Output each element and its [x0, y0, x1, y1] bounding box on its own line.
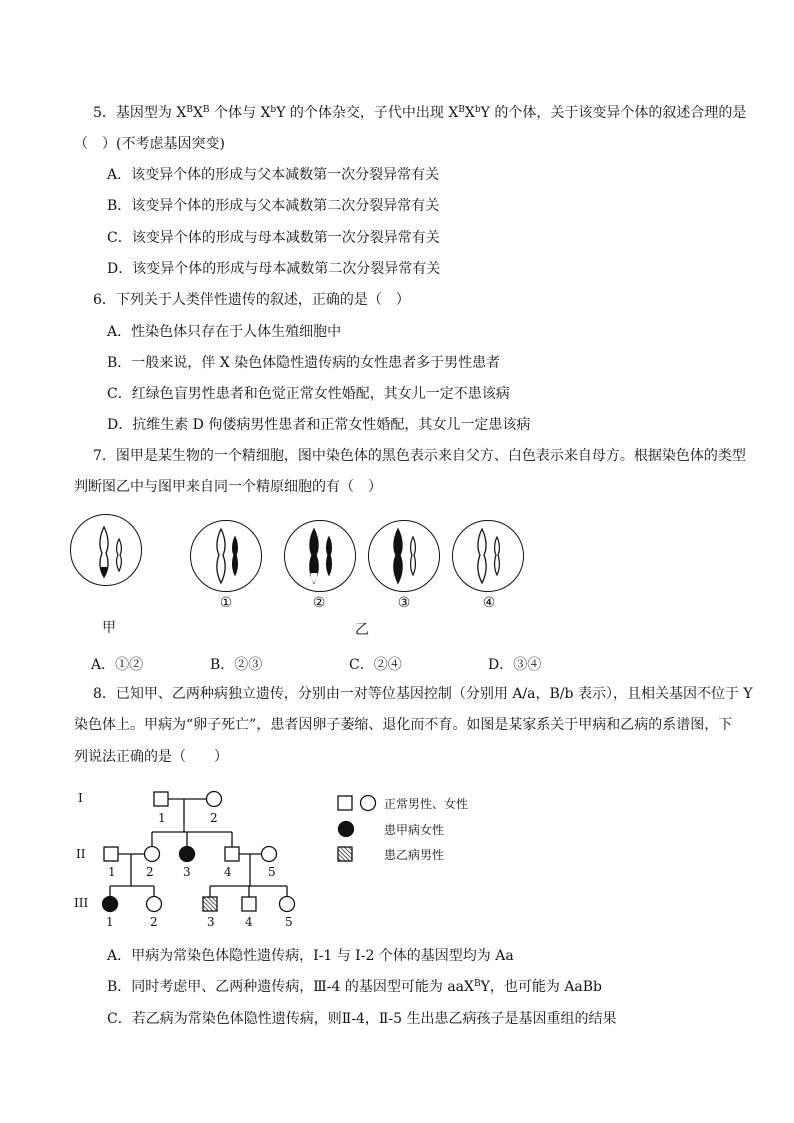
- svg-text:2: 2: [210, 811, 218, 825]
- legend-yi-male-icon: [338, 847, 352, 861]
- q5-stem-line1: 5．基因型为 $X^BX^B$ 个体与 $X^bY$ 的个体杂交，子代中出现 $X^BX^bY$ 的个体，关于该变异个体的叙述合理的是: [93, 105, 747, 121]
- cell-figure-3: [368, 520, 440, 592]
- q6-option-d: D．抗维生素 D 佝偻病男性患者和正常女性婚配，其女儿一定患该病: [107, 417, 531, 433]
- label-jia: 甲: [102, 620, 116, 636]
- q8-stem-line2: 染色体上。甲病为“卵子死亡”，患者因卵子萎缩、退化而不育。如图是某家系关于甲病和乙病的系谱图，下: [74, 717, 733, 733]
- pedigree-III-4: [242, 897, 256, 911]
- legend-text-normal: 正常男性、女性: [384, 797, 469, 811]
- svg-text:2: 2: [150, 915, 158, 929]
- legend-normal-male-icon: [338, 796, 352, 810]
- svg-text:2: 2: [146, 865, 154, 879]
- pedigree-II-1: [104, 847, 118, 861]
- svg-text:5: 5: [285, 915, 293, 929]
- gen-label-II: II: [76, 847, 86, 861]
- pedigree-II-3: [180, 847, 195, 862]
- cell-label-3: ③: [397, 595, 411, 611]
- svg-text:1: 1: [106, 915, 114, 929]
- q5-option-b: B．该变异个体的形成与父本减数第二次分裂异常有关: [107, 198, 440, 214]
- q7-option-b: B．②③: [210, 657, 263, 673]
- pedigree-chart: [60, 784, 480, 934]
- pedigree-II-5: [262, 847, 277, 862]
- pedigree-III-3: [203, 897, 217, 911]
- pedigree-III-2: [147, 897, 162, 912]
- pedigree-I-2: [207, 792, 222, 807]
- q7-option-c: C．②④: [349, 657, 402, 673]
- svg-text:3: 3: [183, 865, 191, 879]
- svg-text:1: 1: [158, 811, 166, 825]
- q7-option-a: A．①②: [91, 657, 144, 673]
- svg-text:1: 1: [108, 865, 116, 879]
- pedigree-I-1: [154, 792, 168, 806]
- q7-option-d: D．③④: [488, 657, 542, 673]
- gen-label-III: III: [74, 896, 89, 910]
- legend-text-yi: 患乙病男性: [384, 848, 445, 862]
- q5-option-d: D．该变异个体的形成与母本减数第二次分裂异常有关: [107, 261, 441, 277]
- legend-text-jia: 患甲病女性: [384, 823, 445, 837]
- cell-label-1: ①: [219, 595, 233, 611]
- legend-normal-female-icon: [361, 796, 376, 811]
- svg-text:4: 4: [224, 865, 232, 879]
- cell-figure-1: [190, 520, 262, 592]
- q7-stem-line2: 判断图乙中与图甲来自同一个精原细胞的有（ ）: [74, 479, 382, 495]
- pedigree-III-1: [103, 897, 118, 912]
- legend-jia-female-icon: [339, 822, 354, 837]
- q5-option-a: A．该变异个体的形成与父本减数第一次分裂异常有关: [107, 167, 440, 183]
- svg-text:3: 3: [207, 915, 215, 929]
- cell-figure-4: [452, 520, 524, 592]
- q8-stem-line3: 列说法正确的是（ ）: [74, 749, 228, 765]
- pedigree-II-4: [225, 847, 239, 861]
- q8-stem-line1: 8．已知甲、乙两种病独立遗传，分别由一对等位基因控制（分别用 A/a，B/b 表示），且相关基因不位于 Y: [93, 686, 753, 702]
- q6-option-c: C．红绿色盲男性患者和色觉正常女性婚配，其女儿一定不患该病: [107, 386, 510, 402]
- q6-option-a: A．性染色体只存在于人体生殖细胞中: [107, 324, 342, 340]
- pedigree-III-5: [280, 897, 295, 912]
- cell-label-4: ④: [482, 595, 496, 611]
- gen-label-I: I: [78, 791, 83, 805]
- q6-option-b: B．一般来说，伴 X 染色体隐性遗传病的女性患者多于男性患者: [107, 355, 501, 371]
- q7-stem-line1: 7．图甲是某生物的一个精细胞，图中染色体的黑色表示来自父方、白色表示来自母方。根据染色体的类型: [93, 448, 746, 464]
- q8-option-b: B．同时考虑甲、乙两种遗传病，Ⅲ-4 的基因型可能为 aaX$^B$Y，也可能为 AaBb: [107, 979, 603, 995]
- label-yi: 乙: [355, 622, 369, 638]
- pedigree-II-2: [145, 847, 160, 862]
- cell-figure-2: [284, 520, 356, 592]
- q5-option-c: C．该变异个体的形成与母本减数第一次分裂异常有关: [107, 230, 440, 246]
- q8-option-a: A．甲病为常染色体隐性遗传病，I-1 与 I-2 个体的基因型均为 Aa: [107, 948, 514, 964]
- q5-stem-line2: （ ）(不考虑基因突变): [74, 136, 225, 152]
- q8-option-c: C．若乙病为常染色体隐性遗传病，则Ⅱ-4，Ⅱ-5 生出患乙病孩子是基因重组的结果: [107, 1011, 617, 1027]
- svg-text:4: 4: [245, 915, 253, 929]
- q6-stem: 6．下列关于人类伴性遗传的叙述，正确的是（ ）: [93, 292, 410, 308]
- cell-figure-jia: [70, 514, 142, 586]
- svg-text:5: 5: [268, 865, 276, 879]
- cell-label-2: ②: [312, 595, 326, 611]
